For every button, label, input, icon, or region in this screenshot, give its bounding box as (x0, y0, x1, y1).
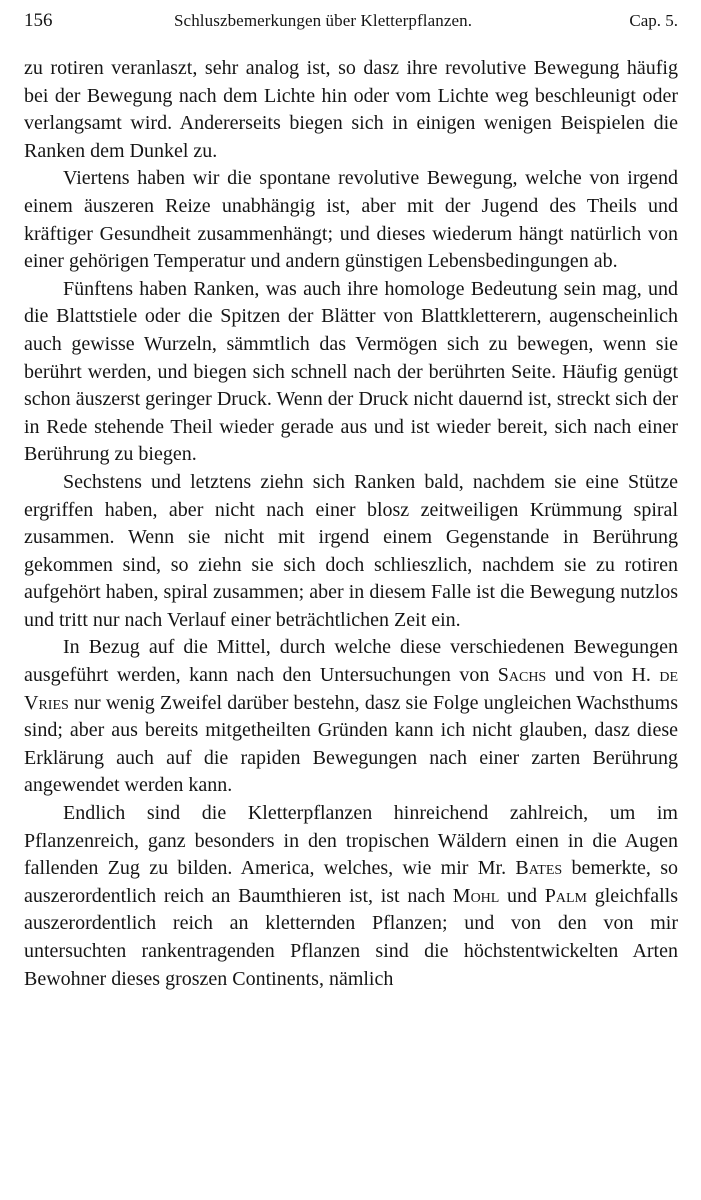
paragraph (24, 276, 678, 469)
text-segment: Endlich sind die Kletterpflanzen hinreichend zahlreich, um im Pflanzenreich, ganz besonders in den tropischen Wäldern einen in die Augen fallenden Zug zu bilden. America, welches, wie mir Mr. (24, 802, 678, 880)
text-segment: und von H. (546, 664, 660, 687)
text-segment: und (499, 884, 545, 907)
paragraph (24, 634, 678, 800)
text-segment: gleichfalls auszerordentlich reich an kletternden Pflanzen; und von den von mir untersuchten rankentragenden Pflanzen sind die höchstentwickelten Arten Bewohner dieses groszen Continents, nämlich (24, 884, 678, 990)
running-title: Schluszbemerkungen über Kletterpflanzen. (174, 11, 473, 30)
book-page (24, 6, 678, 993)
text-segment: Sechstens und letztens ziehn sich Ranken bald, nachdem sie eine Stütze ergriffen haben, aber nicht nach einer blosz zeitweiligen Krümmung spiral zusammen. Wenn sie nicht mit irgend einem Gegenstande in Berührung gekommen sind, so ziehn sie sich doch schlieszlich, nachdem sie zu rotiren aufgehört haben, spiral zusammen; aber in diesem Falle ist die Bewegung nutzlos und tritt nur nach Verlauf einer beträchtlichen Zeit ein. (24, 470, 678, 631)
text-segment: In Bezug auf die Mittel, durch welche diese verschiedenen Bewegungen ausgeführt werden, kann nach den Untersuchungen von (24, 636, 678, 687)
text-segment: Viertens haben wir die spontane revolutive Bewegung, welche von irgend einem äuszeren Reize unabhängig ist, aber mit der Jugend des Theils und kräftiger Gesundheit zusammenhängt; und dieses wiederum hängt natürlich von einer gehörigen Temperatur und andern günstigen Lebensbedingungen ab. (24, 167, 678, 273)
person-name: Palm (544, 884, 587, 907)
person-name: Bates (515, 857, 563, 880)
paragraph (24, 55, 678, 165)
paragraph (24, 165, 678, 275)
person-name: Mohl (452, 884, 500, 907)
page-number: 156 (24, 10, 53, 31)
person-name: de Vries (24, 664, 678, 714)
person-name: Sachs (497, 664, 547, 687)
text-segment: nur wenig Zweifel darüber bestehn, dasz sie Folge ungleichen Wachsthums sind; aber aus bereits mitgetheilten Gründen kann ich nicht glauben, dasz diese Erklärung auch auf die rapiden Bewegungen nach einer zarten Berührung angewendet werden kann. (24, 691, 678, 797)
chapter-label: Cap. 5. (629, 11, 678, 30)
body-text (24, 55, 678, 993)
text-segment: bemerkte, so auszerordentlich reich an Baumthieren ist, ist nach (24, 857, 679, 907)
text-segment: Fünftens haben Ranken, was auch ihre homologe Bedeutung sein mag, und die Blattstiele oder die Spitzen der Blätter von Blattkletterern, augenscheinlich auch gewisse Wurzeln, sämmtlich das Vermögen sich zu bewegen, wenn sie berührt werden, und biegen sich schnell nach der berührten Seite. Häufig genügt schon äuszerst geringer Druck. Wenn der Druck nicht dauernd ist, streckt sich der in Rede stehende Theil wieder gerade aus und ist wieder bereit, sich nach einer Berührung zu biegen. (24, 277, 678, 466)
text-segment: zu rotiren veranlaszt, sehr analog ist, so dasz ihre revolutive Bewegung häufig bei der Bewegung nach dem Lichte hin oder vom Lichte weg beschleunigt oder verlangsamt wird. Andererseits biegen sich in einigen wenigen Beispielen die Ranken dem Dunkel zu. (24, 57, 678, 162)
paragraph (24, 469, 678, 635)
paragraph (24, 800, 678, 993)
running-head (24, 6, 678, 36)
